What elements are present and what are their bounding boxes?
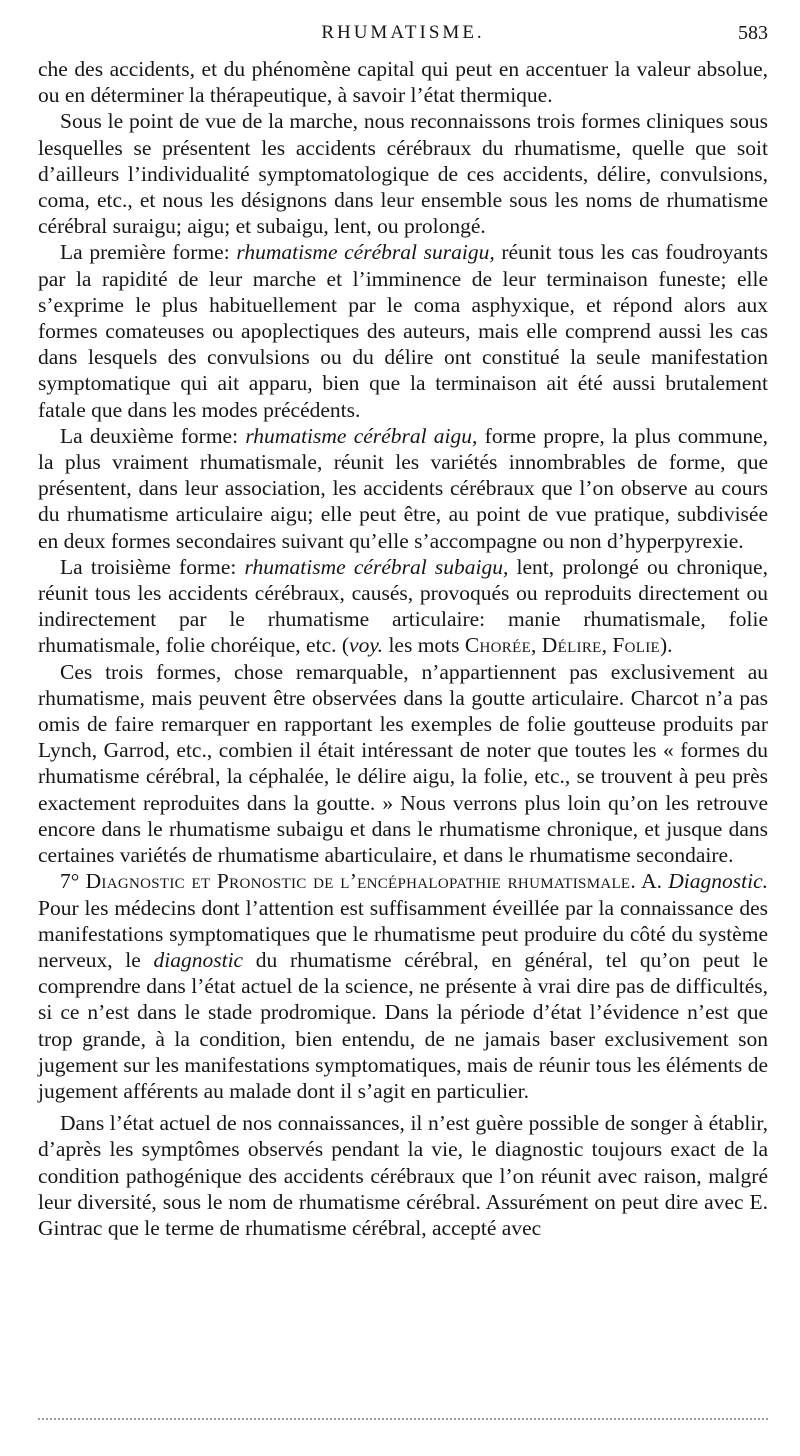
text-run: Pour les médecins dont l’attention est suffisamment éveillée par la connaissance des manifestations symptomatiques que le rhumatisme peut produire du côté du système nerveux, le	[38, 895, 768, 972]
text-run: La deuxième forme:	[60, 423, 246, 448]
text-run: La première forme:	[60, 240, 237, 265]
italic-run: rhumatisme cérébral aigu,	[245, 423, 478, 448]
paragraph-continuation	[38, 56, 768, 108]
running-head	[38, 22, 768, 52]
paragraph-third-form	[38, 554, 768, 659]
text-run: du rhumatisme cérébral, en général, tel qu’on peut le comprendre dans l’état actuel de la science, ne présente à vrai dire pas de difficultés, si ce n’est dans le stade prodromique. Dans la période d’état l’évidence n’est que trop grande, à la condition, bien entendu, de ne jamais baser exclusivement son jugement sur les manifestations symptomatiques, mais de réunir tous les éléments de jugement afférents au malade dont il s’agit en particulier.	[38, 947, 768, 1103]
text-run: forme propre, la plus commune, la plus vraiment rhumatismale, réunit les variétés innombrables de forme, que présentent, dans leur association, les accidents cérébraux que l’on observe au cours du rhumatisme articulaire aigu; elle peut être, au point de vue pratique, subdivisée en deux formes secondaires suivant qu’elle s’accompagne ou non d’hyperpyrexie.	[38, 423, 769, 553]
italic-run: rhumatisme cérébral subaigu,	[244, 554, 509, 579]
text-run: réunit tous les cas foudroyants par la rapidité de leur marche et l’imminence de leur terminaison funeste; elle s’exprime le plus habituellement par le coma asphyxique, et répond alors aux formes comateuses ou apoplectiques des auteurs, mais elle comprend aussi les cas dans lesquels des convulsions ou du délire ont constitué la seule manifestation symptomatique qui ait apparu, bien que la terminaison ait été aussi brutalement fatale que dans les modes précédents.	[38, 240, 768, 422]
text-run: La troisième forme:	[60, 554, 245, 579]
paragraph-diagnostic	[38, 868, 768, 1104]
text-run: 7°	[60, 869, 86, 894]
paragraph-gout	[38, 659, 768, 869]
text-run: Ces trois formes, chose remarquable, n’appartiennent pas exclusivement au rhumatisme, mais peuvent être observées dans la goutte articulaire. Charcot n’a pas omis de faire remarquer en rapportant les exemples de folie goutteuse produits par Lynch, Garrod, etc., combien il était intéressant de noter que toutes les « formes du rhumatisme cérébral, la céphalée, le délire aigu, la folie, etc., se trouvent à peu près exactement reproduites dans la goutte. » Nous verrons plus loin qu’on les retrouve encore dans le rhumatisme subaigu et dans le rhumatisme chronique, et jusque dans certaines variétés de rhumatisme abarticulaire, et dans le rhumatisme secondaire.	[38, 659, 768, 868]
text-run: ,	[601, 633, 613, 658]
paragraph-first-form	[38, 239, 768, 422]
italic-run: diagnostic	[153, 947, 244, 972]
page-number: 583	[738, 22, 768, 44]
small-caps-run: Chorée	[464, 633, 532, 658]
small-caps-run: Diagnostic et Pronostic de l’encéphalopathie rhumatismale.	[85, 869, 637, 894]
paragraph-clinical-forms	[38, 108, 768, 239]
text-run: ).	[659, 633, 673, 658]
footer-dotted-rule	[38, 1418, 768, 1420]
paragraph-pathogenic	[38, 1110, 768, 1241]
text-run: les mots	[383, 633, 465, 658]
small-caps-run: Délire	[541, 633, 602, 658]
italic-run: voy.	[349, 633, 384, 658]
body-text	[38, 56, 768, 1241]
text-run: che des accidents, et du phénomène capital qui peut en accentuer la valeur absolue, ou en déterminer la thérapeutique, à savoir l’état thermique.	[38, 57, 768, 108]
italic-run: rhumatisme cérébral suraigu,	[236, 240, 495, 265]
text-run: ,	[531, 633, 542, 658]
text-run: Sous le point de vue de la marche, nous reconnaissons trois formes cliniques sous lesquelles se présentent les accidents cérébraux du rhumatisme, quelle que soit d’ailleurs l’individualité symptomatologique de ces accidents, délire, convulsions, coma, etc., et nous les désignons dans leur ensemble sous les noms de rhumatisme cérébral suraigu; aigu; et subaigu, lent, ou prolongé.	[38, 109, 768, 239]
running-title: RHUMATISME.	[321, 22, 485, 43]
text-run: A.	[636, 869, 669, 894]
small-caps-run: Folie	[612, 633, 660, 658]
text-run: Dans l’état actuel de nos connaissances, il n’est guère possible de songer à établir, d’après les symptômes observés pendant la vie, le diagnostic toujours exact de la condition pathogénique des accidents cérébraux que l’on réunit avec raison, malgré leur diversité, sous le nom de rhumatisme cérébral. Assurément on peut dire avec E. Gintrac que le terme de rhumatisme cérébral, accepté avec	[38, 1111, 768, 1240]
italic-run: Diagnostic.	[668, 869, 768, 894]
text-run: lent, prolongé ou chronique, réunit tous les accidents cérébraux, causés, provoqués ou reproduits directement ou indirectement par le rhumatisme articulaire: manie rhumatismale, folie rhumatismale, folie choréique, etc. (	[38, 554, 768, 658]
paragraph-second-form	[38, 423, 768, 554]
